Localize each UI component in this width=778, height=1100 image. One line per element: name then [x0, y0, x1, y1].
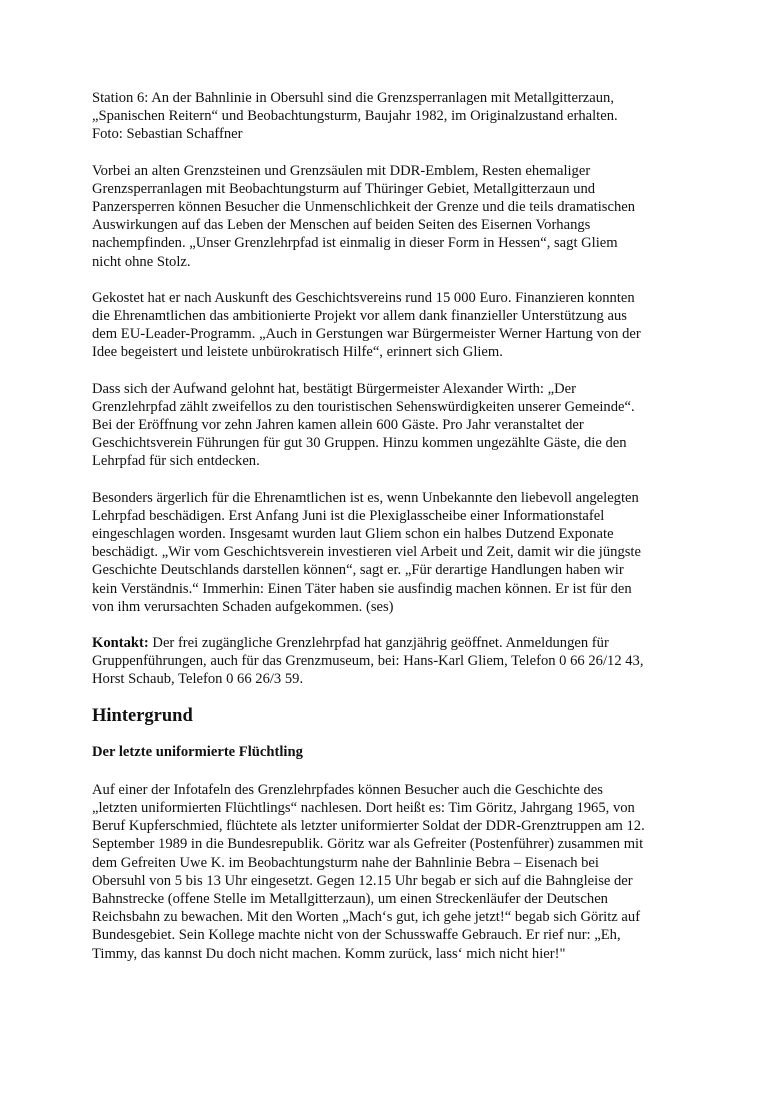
photo-caption	[92, 89, 714, 144]
text-line: beschädigt. „Wir vom Geschichtsverein investieren viel Arbeit und Zeit, damit wir die jüngste	[92, 544, 641, 561]
text-line: Gruppenführungen, auch für das Grenzmuseum, bei: Hans-Karl Gliem, Telefon 0 66 26/12 43,	[92, 653, 644, 670]
text-line: Horst Schaub, Telefon 0 66 26/3 59.	[92, 671, 304, 688]
paragraph-aufwand	[92, 380, 714, 471]
paragraph-fluechtling	[92, 781, 714, 963]
text-line: Obersuhl von 5 bis 13 Uhr eingesetzt. Gegen 12.15 Uhr begab er sich auf die Bahngleise der	[92, 872, 633, 889]
text-line: Idee begeistert und leistete unbürokratisch Hilfe“, erinnert sich Gliem.	[92, 344, 503, 361]
text-line: Bundesgebiet. Sein Kollege machte nicht von der Schusswaffe Gebrauch. Er rief nur: „Eh,	[92, 927, 621, 944]
text-line: Beruf Kupferschmied, flüchtete als letzter uniformierter Soldat der DDR-Grenztruppen am 12.	[92, 818, 645, 835]
text-line	[92, 634, 714, 652]
text-line: kein Verständnis.“ Immerhin: Einen Täter haben sie ausfindig machen können. Er ist für den	[92, 580, 632, 597]
text-line: Auf einer der Infotafeln des Grenzlehrpfades können Besucher auch die Geschichte des	[92, 781, 603, 798]
text-line: Foto: Sebastian Schaffner	[92, 126, 243, 143]
text-line: Geschichtsverein Führungen für gut 30 Gruppen. Hinzu kommen ungezählte Gäste, die den	[92, 435, 627, 452]
text-line: Besonders ärgerlich für die Ehrenamtlichen ist es, wenn Unbekannte den liebevoll angelegten	[92, 489, 639, 506]
text-line: Bahnstrecke (offene Stelle im Metallgitterzaun), um einen Streckenläufer der Deutschen	[92, 890, 608, 907]
paragraph-grenzsteine	[92, 162, 714, 271]
text-line: dem EU-Leader-Programm. „Auch in Gerstungen war Bürgermeister Werner Hartung von der	[92, 326, 641, 343]
text-line: Timmy, das kannst Du doch nicht machen. Komm zurück, lass‘ mich nicht hier!"	[92, 945, 566, 962]
text-line: von ihm verursachten Schaden aufgekommen. (ses)	[92, 598, 394, 615]
text-line: „letzten uniformierten Flüchtlings“ nachlesen. Dort heißt es: Tim Göritz, Jahrgang 1965, von	[92, 799, 635, 816]
text-line: eingeschlagen worden. Insgesamt wurden laut Gliem schon ein halbes Dutzend Exponate	[92, 526, 614, 543]
section-heading: Hintergrund	[92, 705, 193, 726]
text-line: Dass sich der Aufwand gelohnt hat, bestätigt Bürgermeister Alexander Wirth: „Der	[92, 380, 576, 397]
text-line: Bei der Eröffnung vor zehn Jahren kamen allein 600 Gäste. Pro Jahr veranstaltet der	[92, 417, 584, 434]
text-line: Gekostet hat er nach Auskunft des Geschichtsvereins rund 15 000 Euro. Finanzieren konnten	[92, 289, 635, 306]
subsection-heading: Der letzte uniformierte Flüchtling	[92, 743, 303, 760]
text-line: Grenzsperranlagen mit Beobachtungsturm auf Thüringer Gebiet, Metallgitterzaun und	[92, 180, 596, 197]
text-line: Grenzlehrpfad zählt zweifellos zu den touristischen Sehenswürdigkeiten unserer Gemeinde“.	[92, 398, 635, 415]
contact-paragraph	[92, 634, 714, 689]
text-line: Auswirkungen auf das Leben der Menschen auf beiden Seiten des Eisernen Vorhangs	[92, 217, 591, 234]
text-line: Geschichte Deutschlands darstellen können“, sagt er. „Für derartige Handlungen haben wir	[92, 562, 624, 579]
text-line: Station 6: An der Bahnlinie in Obersuhl sind die Grenzsperranlagen mit Metallgitterzaun,	[92, 90, 615, 106]
text-line: die Ehrenamtlichen das ambitionierte Projekt vor allem dank finanzieller Unterstützung aus	[92, 308, 627, 325]
text-line: nachempfinden. „Unser Grenzlehrpfad ist einmalig in dieser Form in Hessen“, sagt Gliem	[92, 235, 618, 252]
text-line: September 1989 in die Bundesrepublik. Göritz war als Gefreiter (Postenführer) zusammen mit	[92, 836, 644, 853]
text-line: nicht ohne Stolz.	[92, 253, 191, 270]
text-line: Panzersperren können Besucher die Unmenschlichkeit der Grenze und die teils dramatischen	[92, 199, 636, 216]
text-line: Reichsbahn zu bewachen. Mit den Worten „Mach‘s gut, ich gehe jetzt!“ begab sich Göritz auf	[92, 909, 641, 926]
article-body	[92, 89, 714, 963]
text-line: Lehrpfad beschädigen. Erst Anfang Juni ist die Plexiglasscheibe einer Informationstafel	[92, 507, 605, 524]
text-line: Vorbei an alten Grenzsteinen und Grenzsäulen mit DDR-Emblem, Resten ehemaliger	[92, 162, 591, 179]
paragraph-beschaedigung	[92, 489, 714, 616]
paragraph-kosten	[92, 289, 714, 362]
text-line: „Spanischen Reitern“ und Beobachtungsturm, Baujahr 1982, im Originalzustand erhalten.	[92, 108, 618, 125]
contact-text: Der frei zugängliche Grenzlehrpfad hat ganzjährig geöffnet. Anmeldungen für	[148, 635, 609, 652]
text-line: Lehrpfad für sich entdecken.	[92, 453, 260, 470]
contact-label: Kontakt:	[92, 635, 149, 652]
text-line: dem Gefreiten Uwe K. im Beobachtungsturm nahe der Bahnlinie Bebra – Eisenach bei	[92, 854, 599, 871]
